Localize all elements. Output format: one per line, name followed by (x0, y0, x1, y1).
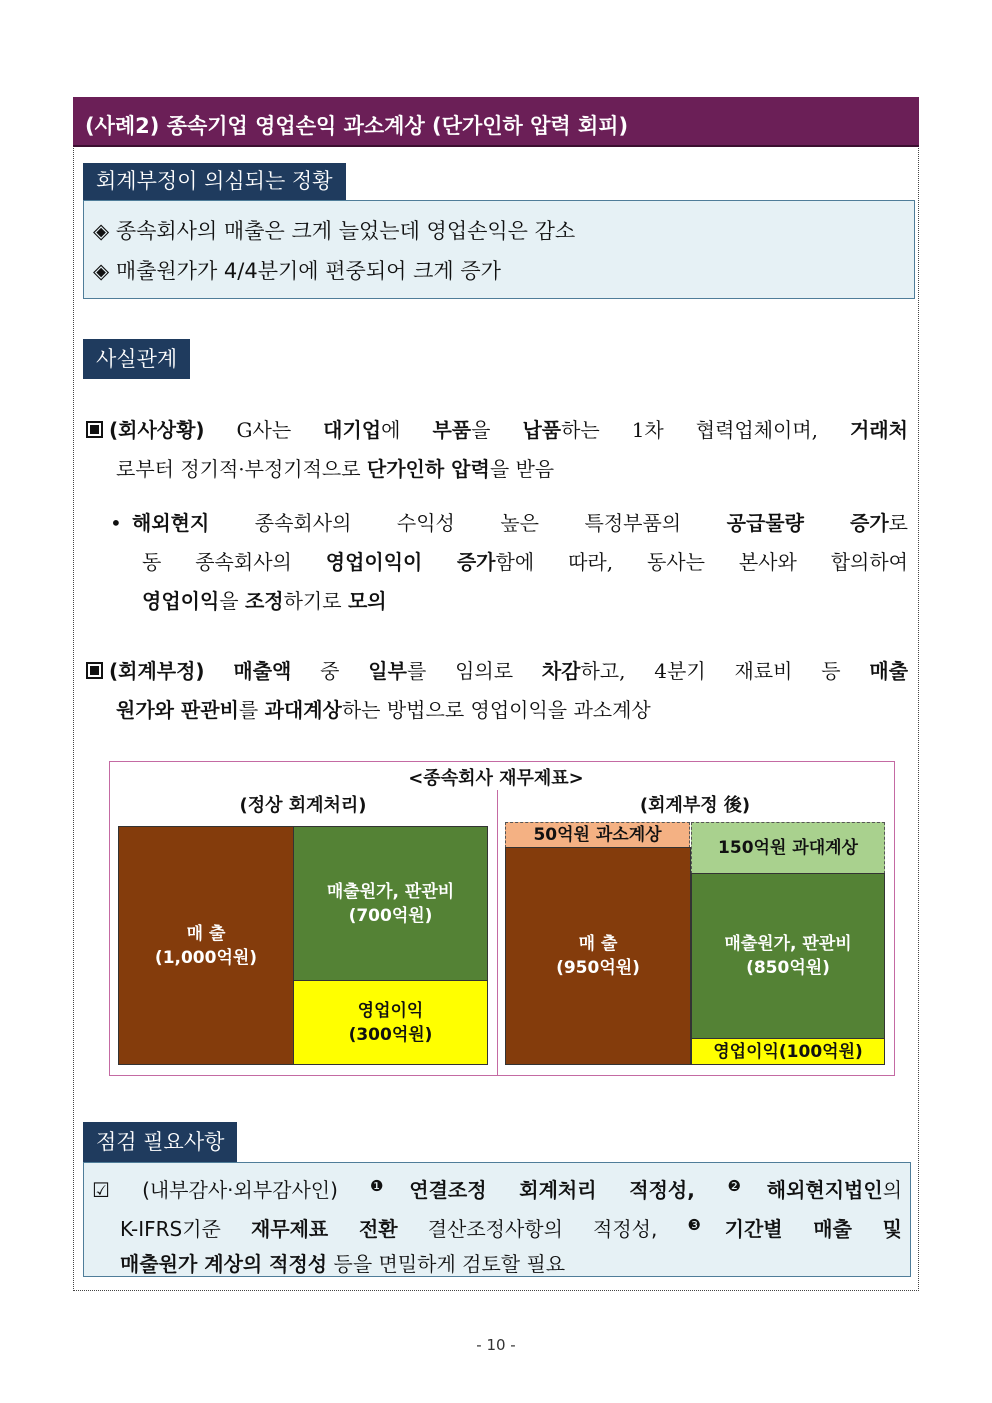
case-title: (사례2) 종속기업 영업손익 과소계상 (단가인하 압력 회피) (73, 97, 919, 147)
suspicion-panel (83, 200, 915, 299)
check-text: ☑ (내부감사·외부감사인) $^❶$연결조정 회계처리 적정성, $^❷$해외현지법인의 K-IFRS기준 재무제표 전환 결산조정사항의 적정성, $^❸$기간별 매출 및 매출원가 계상의 적정성 등을 면밀하게 검토할 필요 (92, 1177, 903, 1276)
normal-revenue-block: 매 출 (1,000억원) (118, 826, 294, 1065)
suspicion-item: ◈ 종속회사의 매출은 크게 늘었는데 영업손익은 감소 (93, 219, 576, 243)
suspicion-item: ◈ 매출원가가 4/4분기에 편중되어 크게 증가 (93, 259, 501, 283)
checkbox-icon: ☑ (92, 1178, 110, 1202)
understated-revenue-block: 50억원 과소계상 (505, 822, 690, 848)
accounting-fraud: (회계부정) 매출액 중 일부를 임의로 차감하고, 4분기 재료비 등 매출 원가와 판관비를 과대계상하는 방법으로 영업이익을 과소계상 (86, 652, 908, 730)
number-two-icon: ❷ (727, 1177, 767, 1195)
square-bullet-icon (86, 421, 103, 438)
normal-cost-block: 매출원가, 판관비 (700억원) (293, 826, 488, 981)
subsidiary-bullet: • 해외현지 종속회사의 수익성 높은 특정부품의 공급물량 증가로 동 종속회사의 영업이익이 증가함에 따라, 동사는 본사와 합의하여 영업이익을 조정하기로 모의 (110, 504, 908, 621)
fraud-revenue-block: 매 출 (950억원) (505, 847, 691, 1065)
square-bullet-icon (86, 662, 103, 679)
check-panel (83, 1162, 911, 1277)
dot-bullet-icon: • (110, 511, 122, 535)
page-number: - 10 - (476, 1336, 516, 1354)
suspicion-heading: 회계부정이 의심되는 정황 (83, 163, 346, 200)
number-one-icon: ❶ (370, 1177, 410, 1195)
chart-title: <종속회사 재무제표> (408, 768, 584, 789)
chart-divider (497, 790, 498, 1076)
chart-subtitle-fraud: (회계부정 後) (639, 795, 751, 816)
overstated-cost-block: 150억원 과대계상 (691, 822, 885, 874)
number-three-icon: ❸ (687, 1216, 725, 1234)
check-heading: 점검 필요사항 (83, 1122, 237, 1162)
fraud-cost-block: 매출원가, 판관비 (850억원) (691, 873, 885, 1039)
fraud-profit-block: 영업이익(100억원) (691, 1038, 885, 1065)
chart-subtitle-normal: (정상 회계처리) (239, 795, 367, 816)
normal-profit-block: 영업이익 (300억원) (293, 980, 488, 1065)
facts-heading: 사실관계 (83, 339, 190, 379)
company-situation: (회사상황) G사는 대기업에 부품을 납품하는 1차 협력업체이며, 거래처 로부터 정기적·부정기적으로 단가인하 압력을 받음 (86, 411, 908, 489)
